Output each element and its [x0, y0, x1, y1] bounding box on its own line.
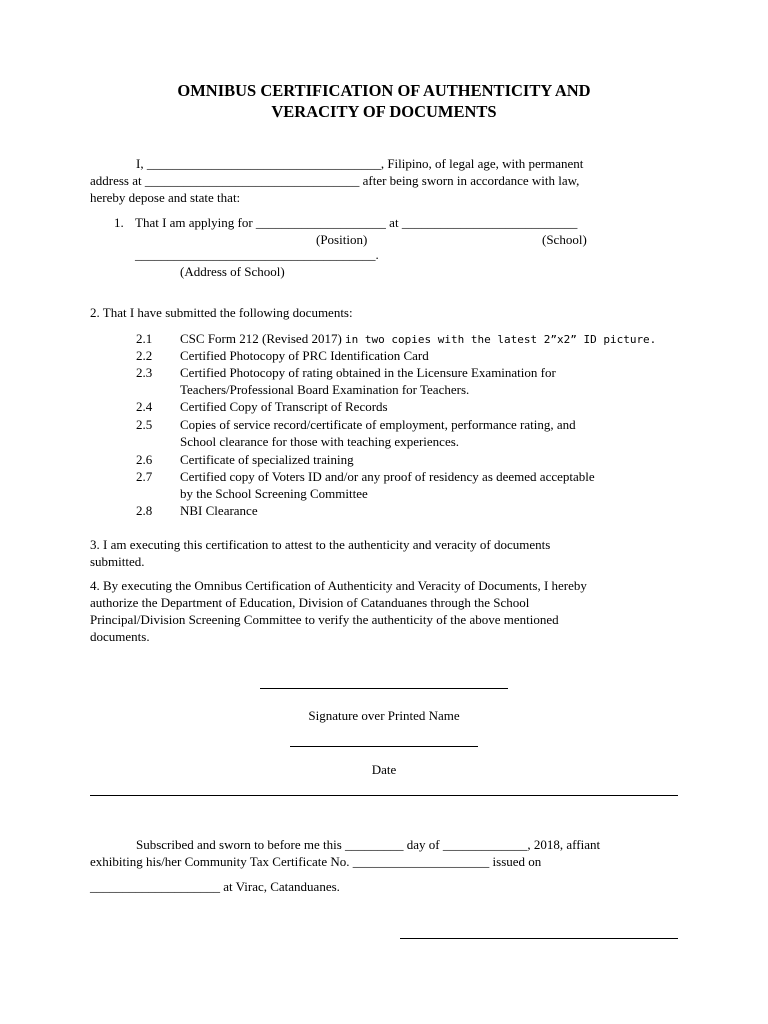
document-item-number: 2.2 [136, 348, 153, 363]
document-item-number: 2.6 [136, 452, 153, 467]
document-item-number: 2.8 [136, 503, 153, 518]
document-title-line-2: VERACITY OF DOCUMENTS [271, 102, 497, 121]
address-of-school-line: _____________________________________. [135, 247, 379, 262]
document-title-line-1: OMNIBUS CERTIFICATION OF AUTHENTICITY AND [177, 81, 591, 100]
document-item-text: Certified Photocopy of rating obtained in the Licensure Examination for [180, 365, 556, 380]
document-item-text: Certified Photocopy of PRC Identification Card [180, 348, 429, 363]
item-4-line-2: authorize the Department of Education, Division of Catanduanes through the School [90, 595, 530, 610]
date-label: Date [371, 762, 397, 777]
jurat-line-1: Subscribed and sworn to before me this _________ day of _____________, 2018, affiant [136, 837, 601, 852]
document-item-text: Certified Copy of Transcript of Records [180, 399, 388, 414]
item-4-line-3: Principal/Division Screening Committee to verify the authenticity of the above mentioned [90, 612, 559, 627]
section-divider [90, 795, 678, 796]
document-item-number: 2.7 [136, 469, 153, 484]
document-item-number: 2.4 [136, 399, 153, 414]
item-3-line-2: submitted. [90, 554, 145, 569]
document-item-text: Certified copy of Voters ID and/or any proof of residency as deemed acceptable [180, 469, 595, 484]
intro-line-2: address at _________________________________ after being sworn in accordance with law, [90, 173, 580, 188]
jurat-line-3: ____________________ at Virac, Catanduanes. [90, 879, 340, 894]
document-item-number: 2.1 [136, 331, 153, 346]
signature-label: Signature over Printed Name [308, 708, 460, 723]
notary-signature-line [400, 938, 678, 939]
document-item-text: CSC Form 212 (Revised 2017) in two copies with the latest 2”x2” ID picture. [180, 331, 657, 346]
intro-line-3: hereby depose and state that: [90, 190, 241, 205]
address-of-school-label: (Address of School) [180, 264, 285, 279]
document-item-text-continued: by the School Screening Committee [180, 486, 368, 501]
item-1-number: 1. [114, 215, 124, 230]
document-item-text: Certificate of specialized training [180, 452, 354, 467]
document-item-number: 2.3 [136, 365, 153, 380]
item-4-line-4: documents. [90, 629, 150, 644]
document-item-text: Copies of service record/certificate of employment, performance rating, and [180, 417, 576, 432]
document-item-number: 2.5 [136, 417, 153, 432]
document-item-text: NBI Clearance [180, 503, 258, 518]
jurat-line-2: exhibiting his/her Community Tax Certificate No. _____________________ issued on [90, 854, 542, 869]
date-line [290, 746, 478, 747]
signature-line [260, 688, 508, 689]
position-label: (Position) [316, 232, 368, 247]
document-item-text-continued: School clearance for those with teaching experiences. [180, 434, 460, 449]
school-label: (School) [542, 232, 587, 247]
intro-line-1: I, ____________________________________, Filipino, of legal age, with permanent [136, 156, 584, 171]
item-4-line-1: 4. By executing the Omnibus Certification of Authenticity and Veracity of Documents, I hereby [90, 578, 587, 593]
item-2-heading: 2. That I have submitted the following documents: [90, 305, 353, 320]
document-item-text-continued: Teachers/Professional Board Examination for Teachers. [180, 382, 470, 397]
item-1-text: That I am applying for ____________________ at ___________________________ [135, 215, 578, 230]
item-3-line-1: 3. I am executing this certification to attest to the authenticity and veracity of documents [90, 537, 551, 552]
